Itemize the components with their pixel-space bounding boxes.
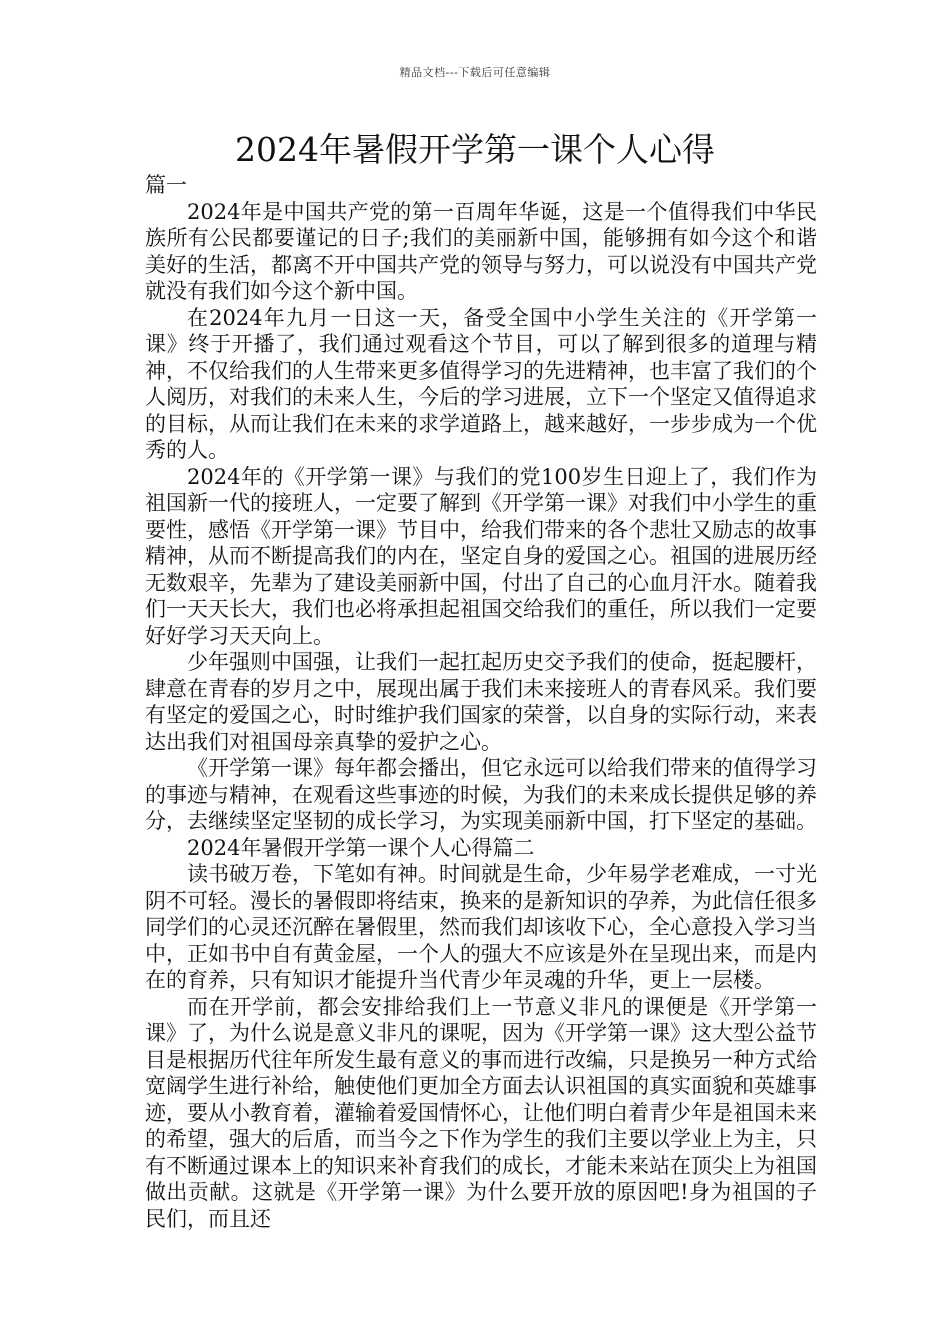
paragraph: 在2024年九月一日这一天，备受全国中小学生关注的《开学第一课》终于开播了，我们通过观看这个节目，可以了解到很多的道理与精神，不仅给我们的人生带来更多值得学习的先进精神，也丰富了我们的个人阅历，对我们的未来人生，今后的学习进展，立下一个坚定又值得追求的目标，从而让我们在未来的求学道路上，越来越好，一步步成为一个优秀的人。 [145,305,817,462]
paragraph: 2024年是中国共产党的第一百周年华诞，这是一个值得我们中华民族所有公民都要谨记的日子;我们的美丽新中国，能够拥有如今这个和谐美好的生活，都离不开中国共产党的领导与努力，可以说没有中国共产党就没有我们如今这个新中国。 [145,199,817,303]
header-note: 精品文档---下载后可任意编辑 [399,66,551,79]
section-heading: 2024年暑假开学第一课个人心得篇二 [187,835,535,860]
paragraph: 《开学第一课》每年都会播出，但它永远可以给我们带来的值得学习的事迹与精神，在观看这些事迹的时候，为我们的未来成长提供足够的养分，去继续坚定坚韧的成长学习，为实现美丽新中国，打下坚定的基础。 [145,756,817,833]
paragraph: 读书破万卷，下笔如有神。时间就是生命，少年易学老难成，一寸光阴不可轻。漫长的暑假即将结束，换来的是新知识的孕养，为此信任很多同学们的心灵还沉醉在暑假里，然而我们却该收下心，全心意投入学习当中，正如书中自有黄金屋，一个人的强大不应该是外在呈现出来，而是内在的育养，只有知识才能提升当代青少年灵魂的升华，更上一层楼。 [145,862,817,992]
document-title: 2024年暑假开学第一课个人心得 [235,130,715,169]
paragraph: 少年强则中国强，让我们一起扛起历史交予我们的使命，挺起腰杆，肆意在青春的岁月之中，展现出属于我们未来接班人的青春风采。我们要有坚定的爱国之心，时时维护我们国家的荣誉，以自身的实际行动，来表达出我们对祖国母亲真挚的爱护之心。 [145,650,817,754]
document-body [145,172,817,1232]
paragraph: 2024年的《开学第一课》与我们的党100岁生日迎上了，我们作为祖国新一代的接班人，一定要了解到《开学第一课》对我们中小学生的重要性，感悟《开学第一课》节目中，给我们带来的各个悲壮又励志的故事精神，从而不断提高我们的内在，坚定自身的爱国之心。祖国的进展历经无数艰辛，先辈为了建设美丽新中国，付出了自己的心血月汗水。随着我们一天天长大，我们也必将承担起祖国交给我们的重任，所以我们一定要好好学习天天向上。 [145,464,817,648]
paragraph: 而在开学前，都会安排给我们上一节意义非凡的课便是《开学第一课》了，为什么说是意义非凡的课呢，因为《开学第一课》这大型公益节目是根据历代往年所发生最有意义的事而进行改编，只是换另一种方式给宽阔学生进行补给，触使他们更加全方面去认识祖国的真实面貌和英雄事迹，要从小教育着，灌输着爱国情怀心，让他们明白着青少年是祖国未来的希望，强大的后盾，而当今之下作为学生的我们主要以学业上为主，只有不断通过课本上的知识来补育我们的成长，才能未来站在顶尖上为祖国做出贡献。这就是《开学第一课》为什么要开放的原因吧!身为祖国的子民们，而且还 [145,994,817,1231]
section-label: 篇一 [145,173,187,197]
